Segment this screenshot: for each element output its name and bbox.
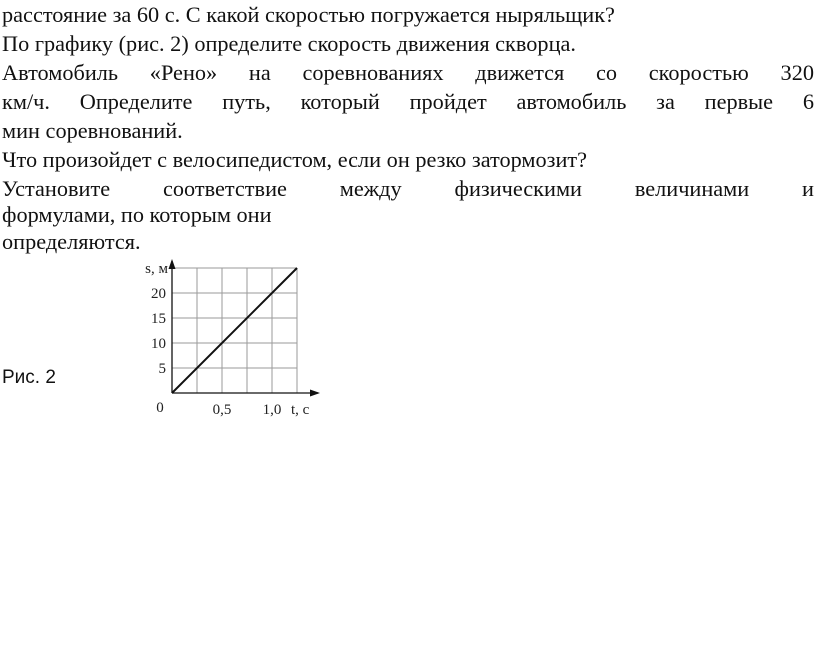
x-tick-label: 1,0 <box>262 402 282 418</box>
distance-time-chart <box>130 255 330 425</box>
text-line-8: формулами, по которым они <box>2 202 272 227</box>
y-tick-label: 20 <box>151 286 166 302</box>
y-tick-label: 10 <box>151 336 166 352</box>
y-tick-label: 15 <box>151 311 166 327</box>
y-tick-label: 5 <box>158 361 166 377</box>
x-axis-title: t, c <box>291 402 310 418</box>
x-axis-arrow <box>310 390 320 397</box>
text-line-3: Автомобиль «Рено» на соревнованиях движется со скоростью 320 <box>2 60 814 85</box>
text-line-1: расстояние за 60 с. С какой скоростью погружается ныряльщик? <box>2 2 615 27</box>
text-line-4: км/ч. Определите путь, который пройдет автомобиль за первые 6 <box>2 89 814 114</box>
figure-caption: Рис. 2 <box>2 367 56 388</box>
y-axis-title: s, м <box>145 261 168 277</box>
origin-label: 0 <box>156 400 164 416</box>
text-line-7: Установите соответствие между физическими величинами и <box>2 176 814 201</box>
chart-labels <box>145 261 310 418</box>
x-tick-label: 0,5 <box>212 402 232 418</box>
chart-series <box>172 268 297 393</box>
text-line-5: мин соревнований. <box>2 118 183 143</box>
y-axis-arrow <box>169 259 176 269</box>
data-series-line <box>172 268 297 393</box>
text-line-9: определяются. <box>2 229 141 254</box>
text-line-2: По графику (рис. 2) определите скорость движения скворца. <box>2 31 576 56</box>
text-line-6: Что произойдет с велосипедистом, если он резко затормозит? <box>2 147 588 172</box>
